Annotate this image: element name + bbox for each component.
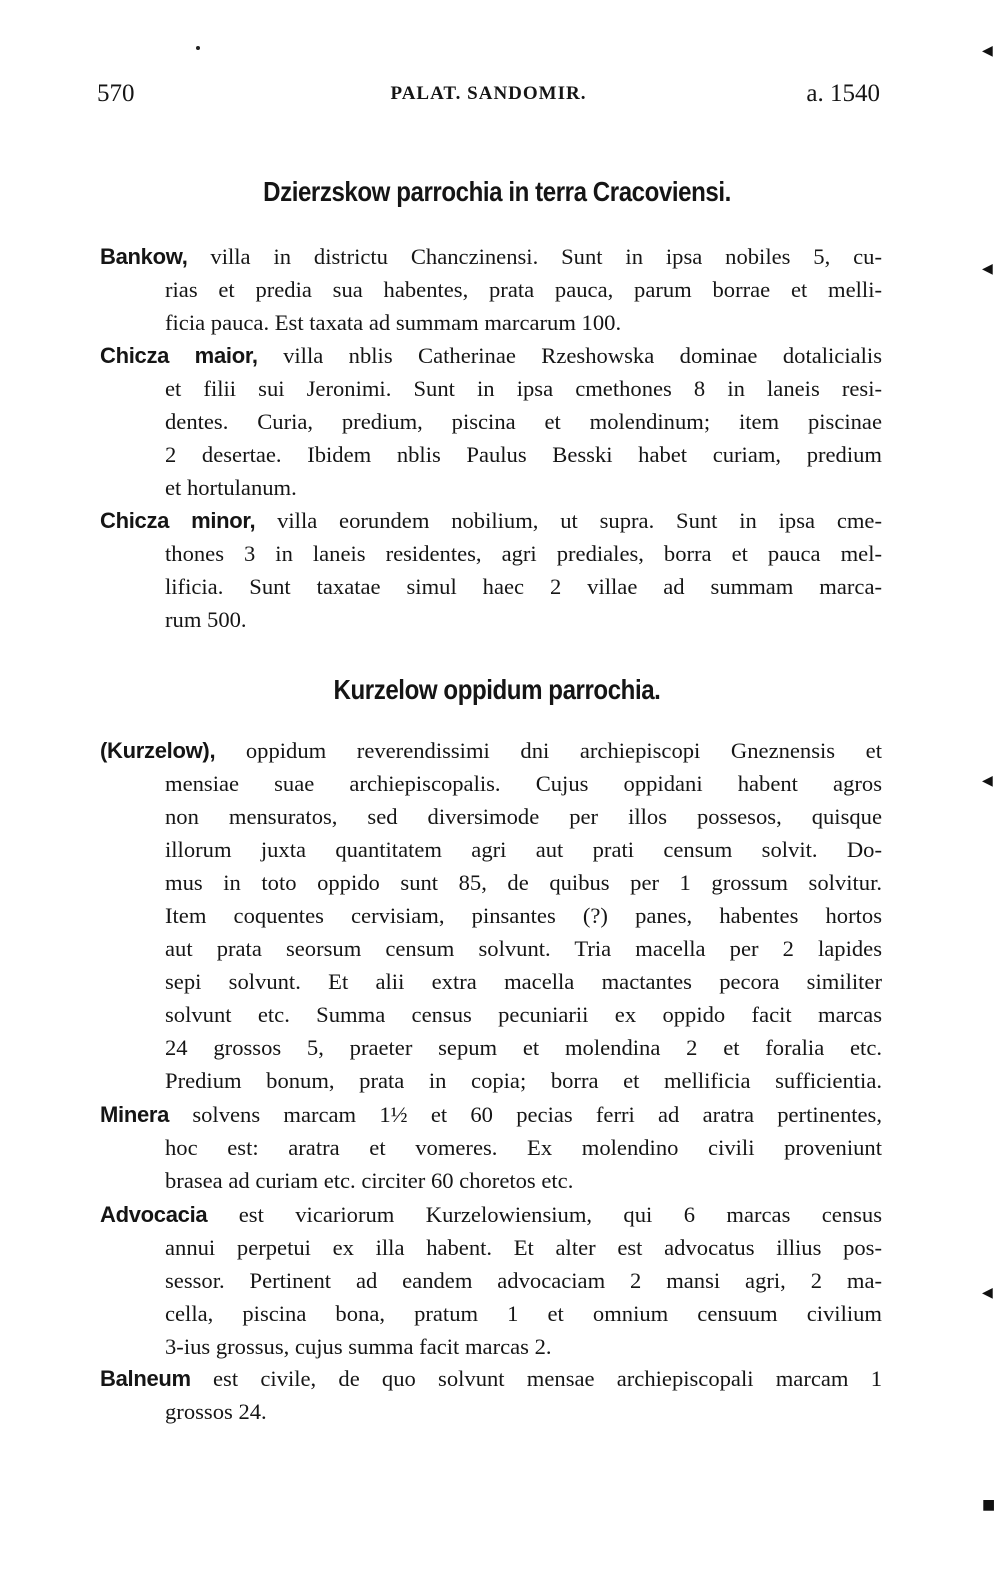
entry-keyword: Chicza maior, [100,343,258,368]
entry-keyword: Bankow, [100,244,188,269]
entry-keyword: Chicza minor, [100,508,256,533]
entry-line: et hortulanum. [165,475,297,500]
entry-line: Minera solvens marcam 1½ et 60 pecias ferri ad aratra pertinentes, [100,1102,882,1127]
entry-line: aut prata seorsum censum solvunt. Tria macella per 2 lapides [165,936,882,961]
entry-line: annui perpetui ex illa habent. Et alter est advocatus illius pos- [165,1235,882,1260]
running-title: PALAT. SANDOMIR. [390,83,587,104]
entry-line: Chicza minor, villa eorundem nobilium, ut supra. Sunt in ipsa cme- [100,508,882,533]
entry-line: dentes. Curia, predium, piscina et molendinum; item piscinae [165,409,882,434]
scan-speck [196,46,200,50]
entry-line: sepi solvunt. Et alii extra macella mactantes pecora similiter [165,969,882,994]
entry-line: 3-ius grossus, cujus summa facit marcas 2. [165,1334,552,1359]
entry-line: rias et predia sua habentes, prata pauca, parum borrae et melli- [165,277,882,302]
entry-line: Bankow, villa in districtu Chanczinensi. Sunt in ipsa nobiles 5, cu- [100,244,882,269]
entry-line: lificia. Sunt taxatae simul haec 2 villae ad summam marca- [165,574,882,599]
entry-keyword: (Kurzelow), [100,738,216,763]
entry-line: rum 500. [165,607,247,632]
entry-line: thones 3 in laneis residentes, agri prediales, borra et pauca mel- [165,541,882,566]
entry-line: mensiae suae archiepiscopalis. Cujus oppidani habent agros [165,771,882,796]
margin-scan-mark: ◀ [982,1285,993,1301]
year-label: a. 1540 [806,80,880,107]
entry-line: 2 desertae. Ibidem nblis Paulus Besski habet curiam, predium [165,442,882,467]
entry-line: Item coquentes cervisiam, pinsantes (?) panes, habentes hortos [165,903,882,928]
entry-line: cella, piscina bona, pratum 1 et omnium censuum civilium [165,1301,882,1326]
entry-line: Predium bonum, prata in copia; borra et mellificia sufficientia. [165,1068,882,1093]
entry-line: mus in toto oppido sunt 85, de quibus per 1 grossum solvitur. [165,870,882,895]
entry-keyword: Minera [100,1102,170,1127]
running-head [97,76,880,112]
entry-line: solvunt etc. Summa census pecuniarii ex oppido facit marcas [165,1002,882,1027]
entry-line: Balneum est civile, de quo solvunt mensae archiepiscopali marcam 1 [100,1366,882,1391]
entry-keyword: Balneum [100,1366,191,1391]
entry-line: et filii sui Jeronimi. Sunt in ipsa cmethones 8 in laneis resi- [165,376,882,401]
entry-line: (Kurzelow), oppidum reverendissimi dni archiepiscopi Gneznensis et [100,738,882,763]
margin-scan-mark: ◀ [982,773,993,789]
entry-line: hoc est: aratra et vomeres. Ex molendino civili proveniunt [165,1135,882,1160]
margin-scan-mark: ◀ [982,261,993,277]
entry-line: grossos 24. [165,1399,267,1424]
margin-scan-mark: ■ [982,1497,996,1513]
entry-line: sessor. Pertinent ad eandem advocaciam 2 mansi agri, 2 ma- [165,1268,882,1293]
entry-line: Chicza maior, villa nblis Catherinae Rzeshowska dominae dotalicialis [100,343,882,368]
entry-line: illorum juxta quantitatem agri aut prati censum solvit. Do- [165,837,882,862]
entry-line: Advocacia est vicariorum Kurzelowiensium, qui 6 marcas census [100,1202,882,1227]
margin-scan-mark: ◀ [982,43,993,59]
entry-line: brasea ad curiam etc. circiter 60 choretos etc. [165,1168,574,1193]
entry-line: 24 grossos 5, praeter sepum et molendina 2 et foralia etc. [165,1035,882,1060]
section-title: Dzierzskow parrochia in terra Cracoviensi. [263,176,731,207]
entry-line: ficia pauca. Est taxata ad summam marcarum 100. [165,310,622,335]
page-number: 570 [97,80,135,107]
section-title: Kurzelow oppidum parrochia. [333,674,661,705]
entry-keyword: Advocacia [100,1202,208,1227]
entry-line: non mensuratos, sed diversimode per illos possesos, quisque [165,804,882,829]
